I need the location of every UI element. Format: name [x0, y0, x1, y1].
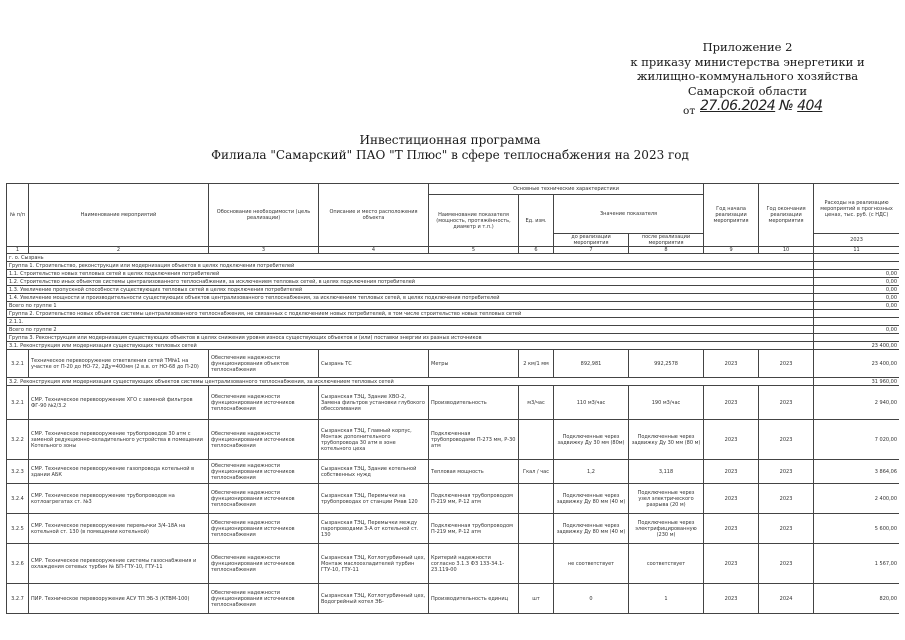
appendix-block [600, 40, 895, 98]
row-name: СМР. Техническое перевооружение системы газоснабжения и охлаждения сетевых турбин № БП-ГТУ-10, ГТУ-11 [29, 544, 209, 584]
group-value [814, 262, 899, 270]
row-param: Производительность единиц [429, 584, 519, 614]
group-row [7, 270, 900, 278]
row-unit [519, 420, 554, 460]
group-row [7, 302, 900, 310]
group-row [7, 286, 900, 294]
row-location: Сызранская ТЭЦ, Перемычки на трубопроводах от станции Рмав 120 [319, 484, 429, 514]
header-num: № п/п [7, 184, 29, 247]
row-unit [519, 484, 554, 514]
appendix-line-4: Самарской области [687, 83, 808, 98]
group-value [814, 334, 899, 342]
document-title [200, 133, 700, 163]
col-number: 9 [704, 247, 759, 254]
group-text: 2.1.1. [7, 318, 814, 326]
group-text: Группа 3. Реконструкция или модернизация существующих объектов в целях снижения уровня износа существующих объектов и (или) поставки энергии из разных источников [7, 334, 814, 342]
table-row [7, 484, 900, 514]
row-end: 2023 [759, 386, 814, 420]
row-end: 2023 [759, 460, 814, 484]
row-justification: Обеспечение надежности функционирования источников теплоснабжения [209, 386, 319, 420]
title-line-2: Филиала "Самарский" ПАО "Т Плюс" в сфере теплоснабжения на 2023 год [211, 148, 689, 162]
group-row [7, 254, 900, 262]
group-row [7, 326, 900, 334]
row-justification: Обеспечение надежности функционирования источников теплоснабжения [209, 420, 319, 460]
row-after: Подключенные через электрифицированную (230 м) [629, 514, 704, 544]
header-cost: Расходы на реализацию мероприятий в прогнозных ценах, тыс. руб. (с НДС) [814, 184, 899, 234]
col-number: 3 [209, 247, 319, 254]
table-row [7, 460, 900, 484]
group-row [7, 334, 900, 342]
header-cost-year: 2023 [814, 234, 899, 247]
row-justification: Обеспечение надежности функционирования источников теплоснабжения [209, 460, 319, 484]
row-before: не соответствует [554, 544, 629, 584]
row-param: Подключенная трубопроводом П-219 мм, Р-12 атм [429, 484, 519, 514]
header-tech-group: Основные технические характеристики [429, 184, 704, 195]
group-text: Всего по группе 1 [7, 302, 814, 310]
group-value: 23 400,00 [814, 342, 899, 350]
number-value: 404 [797, 98, 823, 114]
date-prefix: от [683, 105, 696, 117]
row-name: Техническое перевооружение ответвления сетей ТМ№1 на участке от П-20 до НО-72, 2Ду=400мм (2 в.в. от НО-68 до П-20) [29, 350, 209, 378]
row-before: Подключенные через задвижку Ду 80 мм (40 м) [554, 514, 629, 544]
appendix-line-3: жилищно-коммунального хозяйства [636, 69, 859, 83]
group-value: 0,00 [814, 286, 899, 294]
row-name: СМР. Техническое перевооружение газопровода котельной в здании АБК [29, 460, 209, 484]
group-value [814, 254, 899, 262]
table-row [7, 584, 900, 614]
row-justification: Обеспечение надежности функционирования источников теплоснабжения [209, 514, 319, 544]
row-end: 2023 [759, 544, 814, 584]
appendix-line-1: Приложение 2 [702, 40, 793, 54]
row-after: 3,118 [629, 460, 704, 484]
header-start-year: Год начала реализации мероприятия [704, 184, 759, 247]
row-num: 3.2.1 [7, 386, 29, 420]
row-after: 992,2578 [629, 350, 704, 378]
handwritten-date-number [700, 98, 822, 114]
row-start: 2023 [704, 544, 759, 584]
group-text: 1.3. Увеличение пропускной способности существующих тепловых сетей в целях подключения потребителей [7, 286, 814, 294]
row-start: 2023 [704, 584, 759, 614]
header-name: Наименование мероприятий [29, 184, 209, 247]
group-value [814, 318, 899, 326]
row-num: 3.2.4 [7, 484, 29, 514]
row-end: 2023 [759, 420, 814, 460]
col-number: 1 [7, 247, 29, 254]
header-justification: Обоснование необходимости (цель реализации) [209, 184, 319, 247]
row-num: 3.2.5 [7, 514, 29, 544]
table-row [7, 386, 900, 420]
row-num: 3.2.6 [7, 544, 29, 584]
row-after: 190 м3/час [629, 386, 704, 420]
row-location: Сызрань ТС [319, 350, 429, 378]
group-row [7, 378, 900, 386]
group-text: 1.1. Строительство новых тепловых сетей в целях подключения потребителей [7, 270, 814, 278]
col-number: 7 [554, 247, 629, 254]
col-number: 5 [429, 247, 519, 254]
row-end: 2023 [759, 484, 814, 514]
col-number: 11 [814, 247, 899, 254]
row-start: 2023 [704, 460, 759, 484]
investment-table-wrapper [6, 183, 899, 640]
row-cost: 23 400,00 [814, 350, 899, 378]
row-num: 3.2.3 [7, 460, 29, 484]
col-number: 6 [519, 247, 554, 254]
row-after: Подключенные через узел электрического разрыва (20 м) [629, 484, 704, 514]
header-param-name: Наименование показателя (мощность, протяжённость, диаметр и т.п.) [429, 195, 519, 247]
row-num: 3.2.7 [7, 584, 29, 614]
row-unit: Гкал / час [519, 460, 554, 484]
group-value: 0,00 [814, 302, 899, 310]
row-location: Сызранская ТЭЦ, Котлотурбинный цех, Водогрейный котел ЭБ- [319, 584, 429, 614]
column-number-row [7, 247, 900, 254]
row-param: Производительность [429, 386, 519, 420]
row-name: ПИР. Техническое перевооружение АСУ ТП ЭБ-3 (КТВМ-100) [29, 584, 209, 614]
number-prefix: № [779, 98, 794, 114]
appendix-line-2: к приказу министерства энергетики и [630, 54, 865, 69]
group-value: 31 960,00 [814, 378, 899, 386]
row-param: Подключенная трубопроводами П-273 мм, Р-30 атм [429, 420, 519, 460]
group-value: 0,00 [814, 326, 899, 334]
group-row [7, 318, 900, 326]
row-before: 0 [554, 584, 629, 614]
date-value: 27.06.2024 [700, 98, 776, 114]
row-justification: Обеспечение надежности функционирования источников теплоснабжения [209, 484, 319, 514]
col-number: 2 [29, 247, 209, 254]
row-start: 2023 [704, 484, 759, 514]
row-before: Подключенные через задвижку Ду 80 мм (40 м) [554, 484, 629, 514]
row-unit [519, 544, 554, 584]
table-row [7, 514, 900, 544]
row-cost: 1 567,00 [814, 544, 899, 584]
group-text: 3.1. Реконструкция или модернизация существующих тепловых сетей [7, 342, 814, 350]
row-location: Сызранская ТЭЦ, Здание котельной собственных нужд [319, 460, 429, 484]
group-row [7, 278, 900, 286]
group-value: 0,00 [814, 278, 899, 286]
col-number: 4 [319, 247, 429, 254]
header-after: после реализации мероприятия [629, 234, 704, 247]
group-text: Всего по группе 2 [7, 326, 814, 334]
row-unit: м3/час [519, 386, 554, 420]
header-before: до реализации мероприятия [554, 234, 629, 247]
row-location: Сызранская ТЭЦ, Главный корпус, Монтаж дополнительного трубопровода 30 атм в зоне котельного цеха [319, 420, 429, 460]
col-number: 8 [629, 247, 704, 254]
group-row [7, 342, 900, 350]
group-text: 1.4. Увеличение мощности и производительности существующих объектов централизованного теплоснабжения, за исключением тепловых сетей, в целях подключения потребителей [7, 294, 814, 302]
header-end-year: Год окончания реализации мероприятия [759, 184, 814, 247]
row-unit: 2 км/1 мм [519, 350, 554, 378]
row-after: 1 [629, 584, 704, 614]
row-name: СМР. Техническое перевооружение ХГО с заменой фильтров ФГ-90 №2/3.2 [29, 386, 209, 420]
row-end: 2024 [759, 584, 814, 614]
row-before: 892,981 [554, 350, 629, 378]
group-text: 3.2. Реконструкция или модернизация существующих объектов системы централизованного теплоснабжения, за исключением тепловых сетей [7, 378, 814, 386]
row-start: 2023 [704, 420, 759, 460]
group-row [7, 310, 900, 318]
row-cost: 2 400,00 [814, 484, 899, 514]
header-values: Значение показателя [554, 195, 704, 234]
row-cost: 3 864,06 [814, 460, 899, 484]
row-justification: Обеспечение надежности функционирования источников теплоснабжения [209, 584, 319, 614]
row-cost: 820,00 [814, 584, 899, 614]
col-number: 10 [759, 247, 814, 254]
row-name: СМР. Техническое перевооружение трубопроводов 30 атм с заменой редукционно-охладительного устройства в помещении Котельного зоны [29, 420, 209, 460]
group-text: г. о. Сызрань [7, 254, 814, 262]
header-unit: Ед. изм. [519, 195, 554, 247]
group-value: 0,00 [814, 294, 899, 302]
title-line-1: Инвестиционная программа [359, 133, 541, 147]
table-row [7, 420, 900, 460]
table-row [7, 350, 900, 378]
row-justification: Обеспечение надежности функционирования объектов теплоснабжения [209, 350, 319, 378]
row-unit [519, 514, 554, 544]
group-text: Группа 2. Строительство новых объектов системы централизованного теплоснабжения, не связанных с подключением новых потребителей, в том числе строительство новых тепловых сетей [7, 310, 814, 318]
row-cost: 5 600,00 [814, 514, 899, 544]
row-before: 1,2 [554, 460, 629, 484]
row-cost: 7 020,00 [814, 420, 899, 460]
row-param: Подключенная трубопроводом П-219 мм, Р-12 атм [429, 514, 519, 544]
row-name: СМР. Техническое перевооружение перемычки 3/4-18А на котельной ст. 130 (в помещении котельной) [29, 514, 209, 544]
row-end: 2023 [759, 514, 814, 544]
row-start: 2023 [704, 514, 759, 544]
row-param: Метры [429, 350, 519, 378]
row-before: Подключенные через задвижку Ду 30 мм (80м) [554, 420, 629, 460]
row-location: Сызранская ТЭЦ, Здание ХВО-2, Замена фильтров установки глубокого обессоливания [319, 386, 429, 420]
row-name: СМР. Техническое перевооружение трубопроводов на котлоагрегатах ст. №3 [29, 484, 209, 514]
row-after: соответствует [629, 544, 704, 584]
row-justification: Обеспечение надежности функционирования источников теплоснабжения [209, 544, 319, 584]
group-row [7, 294, 900, 302]
group-text: Группа 1. Строительство, реконструкция или модернизация объектов в целях подключения потребителей [7, 262, 814, 270]
row-location: Сызранская ТЭЦ, Котлотурбинный цех, Монтаж маслоохладителей турбин ГТУ-10, ГТУ-11 [319, 544, 429, 584]
row-cost: 2 940,00 [814, 386, 899, 420]
row-after: Подключенные через задвижку Ду 30 мм (80 м) [629, 420, 704, 460]
row-end: 2023 [759, 350, 814, 378]
row-num: 3.2.2 [7, 420, 29, 460]
row-start: 2023 [704, 386, 759, 420]
row-unit: шт [519, 584, 554, 614]
row-param: Тепловая мощность [429, 460, 519, 484]
table-row [7, 544, 900, 584]
row-location: Сызранская ТЭЦ, Перемычки между паропроводами 3-А от котельной ст. 130 [319, 514, 429, 544]
group-value [814, 310, 899, 318]
row-before: 110 м3/час [554, 386, 629, 420]
group-value: 0,00 [814, 270, 899, 278]
row-num: 3.2.1 [7, 350, 29, 378]
row-param: Критерий надежности согласно 3.1.3 ФЗ 133-34.1-23.119-00 [429, 544, 519, 584]
row-start: 2023 [704, 350, 759, 378]
header-location: Описание и место расположения объекта [319, 184, 429, 247]
investment-table [6, 183, 899, 614]
group-row [7, 262, 900, 270]
group-text: 1.2. Строительство иных объектов системы централизованного теплоснабжения, за исключением тепловых сетей, в целях подключения потребителей [7, 278, 814, 286]
